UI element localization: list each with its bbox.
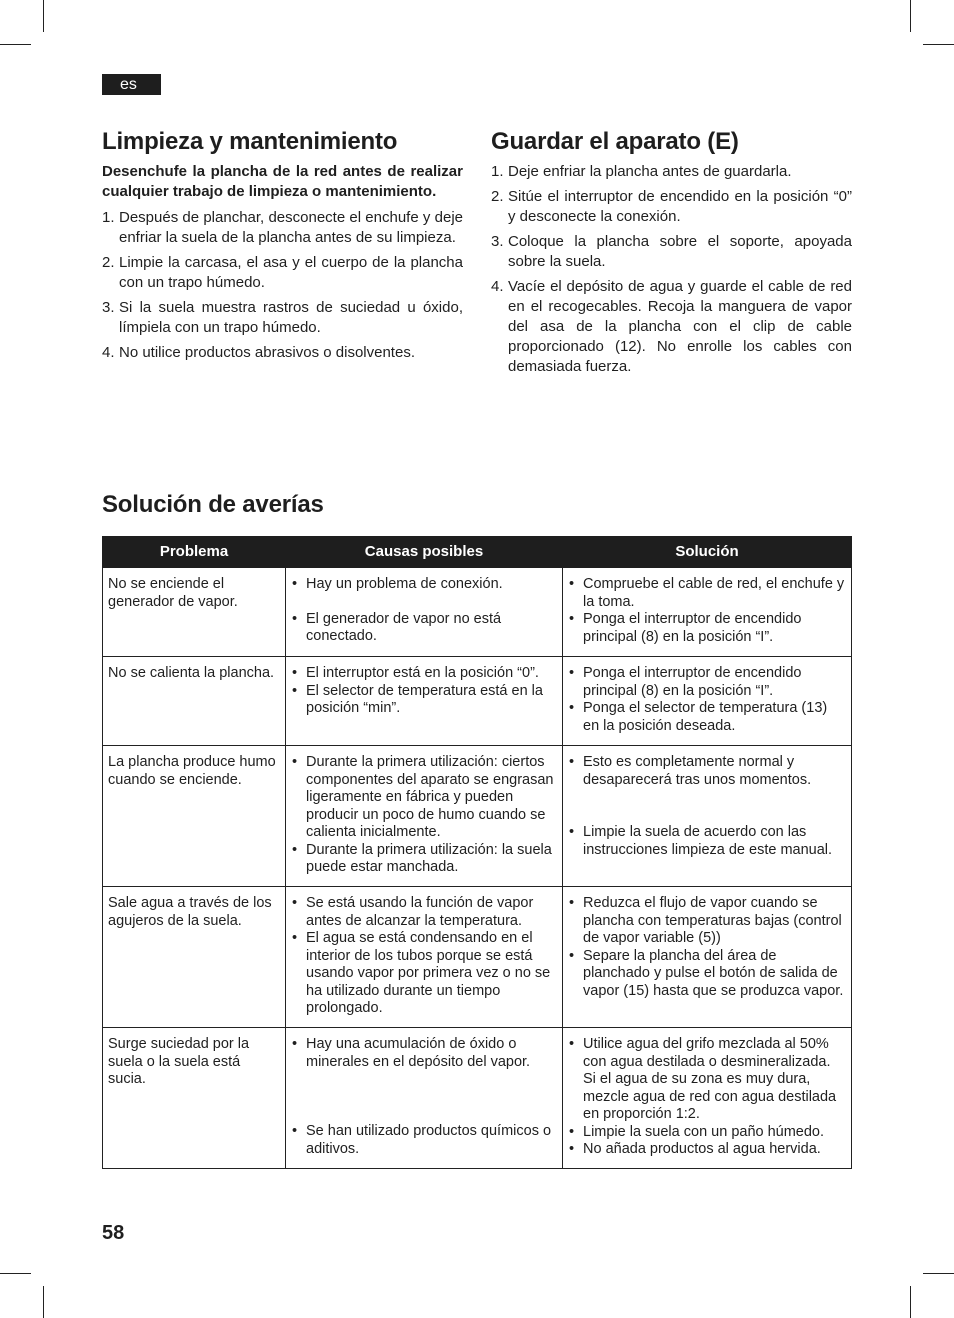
- table-header-row: [103, 537, 852, 568]
- table-row: [103, 568, 852, 657]
- list-item: • Hay un problema de conexión.: [291, 576, 557, 594]
- list-item: • Separe la plancha del área de planchado y pulse el botón de salida de vapor (15) hasta que se produzca vapor.: [568, 948, 846, 1001]
- troubleshooting-table: [102, 536, 852, 1169]
- cleaning-title: Limpieza y mantenimiento: [102, 128, 398, 155]
- solutions-cell: [563, 887, 852, 1028]
- solutions-cell: [563, 657, 852, 746]
- problem-cell: La plancha produce humo cuando se enciende.: [103, 746, 286, 887]
- list-item: • Se está usando la función de vapor antes de alcanzar la temperatura.: [291, 895, 557, 930]
- list-item: 3. Coloque la plancha sobre el soporte, apoyada sobre la suela.: [491, 233, 852, 270]
- table-row: [103, 746, 852, 887]
- list-item: • Ponga el interruptor de encendido principal (8) en la posición “I”.: [568, 665, 846, 700]
- language-tag: es: [102, 74, 161, 95]
- list-item: 1. Deje enfriar la plancha antes de guardarla.: [491, 163, 792, 180]
- crop-mark: [43, 0, 44, 32]
- list-item: • El selector de temperatura está en la posición “min”.: [291, 683, 557, 718]
- list-item: • Reduzca el flujo de vapor cuando se plancha con temperaturas bajas (control de vapor variable (5)): [568, 895, 846, 948]
- list-item: • Ponga el selector de temperatura (13) en la posición deseada.: [568, 700, 846, 735]
- causes-cell: [286, 568, 563, 657]
- problem-cell: Sale agua a través de los agujeros de la suela.: [103, 887, 286, 1028]
- solutions-cell: [563, 568, 852, 657]
- list-item: • El agua se está condensando en el interior de los tubos porque se está usando vapor por primera vez o no se ha utilizado durante un tiempo prolongado.: [291, 930, 557, 1018]
- table-row: [103, 1028, 852, 1169]
- page-number: 58: [102, 1222, 125, 1244]
- table-row: [103, 887, 852, 1028]
- list-item: • Ponga el interruptor de encendido principal (8) en la posición “I”.: [568, 611, 846, 646]
- cleaning-warning: Desenchufe la plancha de la red antes de realizar cualquier trabajo de limpieza o mantenimiento.: [102, 163, 463, 200]
- crop-mark: [923, 1273, 954, 1274]
- crop-mark: [0, 1273, 31, 1274]
- column-header: Causas posibles: [286, 537, 563, 568]
- column-header: Problema: [103, 537, 286, 568]
- crop-mark: [910, 0, 911, 32]
- troubleshooting-title: Solución de averías: [102, 491, 324, 518]
- crop-mark: [0, 44, 31, 45]
- list-item: • Limpie la suela de acuerdo con las instrucciones limpieza de este manual.: [568, 824, 846, 859]
- crop-mark: [923, 44, 954, 45]
- causes-cell: [286, 746, 563, 887]
- solutions-cell: [563, 1028, 852, 1169]
- causes-cell: [286, 657, 563, 746]
- list-item: • El generador de vapor no está conectado.: [291, 611, 557, 646]
- cleaning-steps: [102, 208, 463, 363]
- list-item: • No añada productos al agua hervida.: [568, 1141, 846, 1159]
- list-item: 2. Limpie la carcasa, el asa y el cuerpo de la plancha con un trapo húmedo.: [102, 254, 463, 291]
- list-item: • El interruptor está en la posición “0”.: [291, 665, 557, 683]
- problem-cell: Surge suciedad por la suela o la suela está sucia.: [103, 1028, 286, 1169]
- list-item: 2. Sitúe el interruptor de encendido en la posición “0” y desconecte la conexión.: [491, 188, 852, 225]
- list-item: 1. Después de planchar, desconecte el enchufe y deje enfriar la suela de la plancha antes de su limpieza.: [102, 209, 463, 246]
- storage-section: [491, 128, 852, 382]
- list-item: • Utilice agua del grifo mezclada al 50% con agua destilada o desmineralizada. Si el agua de su zona es muy dura, mezcle agua de red con agua destilada en proporción 1:2.: [568, 1036, 846, 1124]
- list-item: • Durante la primera utilización: la suela puede estar manchada.: [291, 842, 557, 877]
- list-item: • Hay una acumulación de óxido o minerales en el depósito del vapor.: [291, 1036, 557, 1071]
- problem-cell: No se calienta la plancha.: [103, 657, 286, 746]
- crop-mark: [910, 1286, 911, 1318]
- list-item: 3. Si la suela muestra rastros de suciedad u óxido, límpiela con un trapo húmedo.: [102, 299, 463, 336]
- list-item: • Durante la primera utilización: ciertos componentes del aparato se engrasan ligeramente en fábrica y pueden producir un poco de humo cuando se calienta inicialmente.: [291, 754, 557, 842]
- list-item: 4. Vacíe el depósito de agua y guarde el cable de red en el recogecables. Recoja la manguera de vapor del asa de la plancha con el clip de cable proporcionado (12). No enrolle los cables con demasiada fuerza.: [491, 278, 852, 375]
- storage-title: Guardar el aparato (E): [491, 128, 739, 155]
- problem-cell: No se enciende el generador de vapor.: [103, 568, 286, 657]
- solutions-cell: [563, 746, 852, 887]
- table-row: [103, 657, 852, 746]
- storage-steps: [491, 162, 852, 377]
- list-item: • Se han utilizado productos químicos o aditivos.: [291, 1123, 557, 1158]
- list-item: • Compruebe el cable de red, el enchufe y la toma.: [568, 576, 846, 611]
- list-item: • Limpie la suela con un paño húmedo.: [568, 1124, 846, 1142]
- causes-cell: [286, 1028, 563, 1169]
- list-item: 4. No utilice productos abrasivos o disolventes.: [102, 344, 415, 361]
- crop-mark: [43, 1286, 44, 1318]
- cleaning-section: [102, 128, 463, 368]
- causes-cell: [286, 887, 563, 1028]
- list-item: • Esto es completamente normal y desaparecerá tras unos momentos.: [568, 754, 846, 789]
- column-header: Solución: [563, 537, 852, 568]
